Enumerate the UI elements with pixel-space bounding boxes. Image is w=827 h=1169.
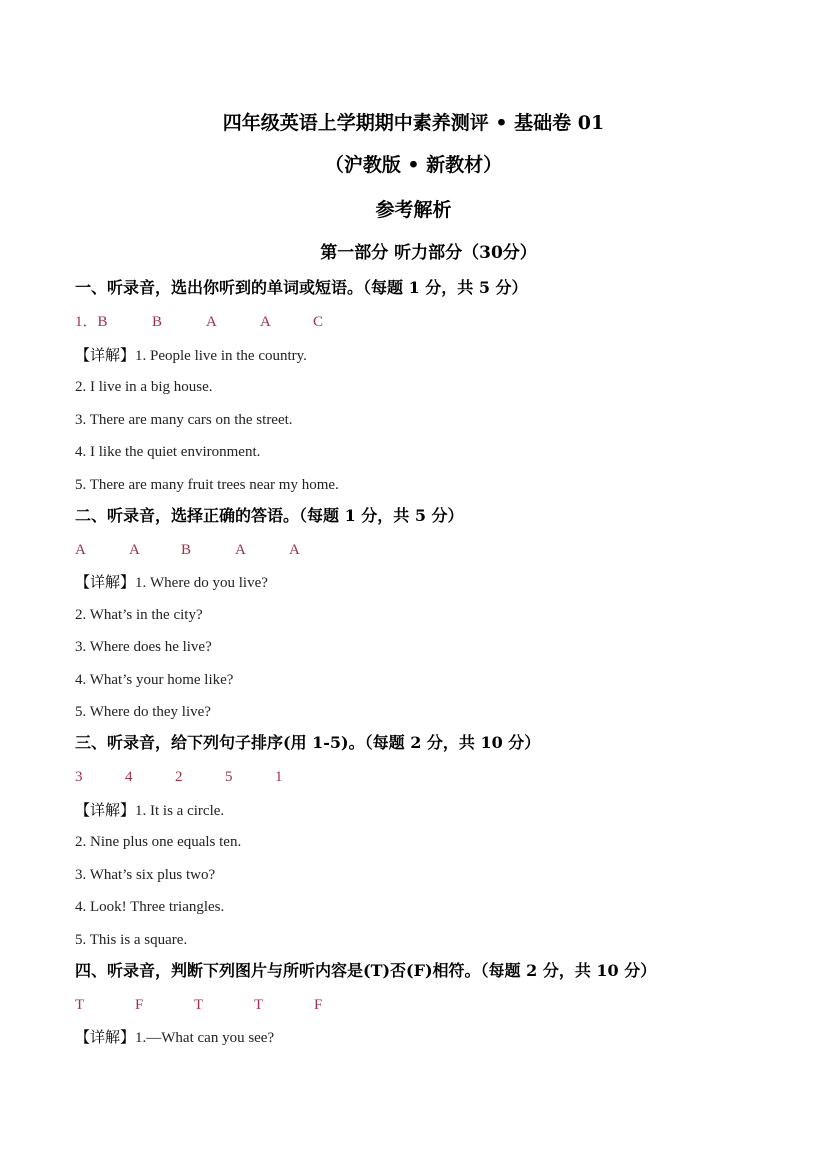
detail-line: 2. What’s in the city? xyxy=(75,607,203,623)
detail-tag: 【详解】 xyxy=(75,801,136,819)
detail-line: 2. Nine plus one equals ten. xyxy=(75,834,242,850)
section-3-heading: 三、听录音，给下列句子排序(用 1-5)。（每题 2 分，共 10 分） xyxy=(75,733,541,752)
part-one-heading: 第一部分 听力部分（30分） xyxy=(320,243,537,263)
answer: A xyxy=(235,542,246,558)
answer: T xyxy=(254,997,264,1013)
detail-tag: 【详解】 xyxy=(75,1028,136,1046)
detail-line: 5. This is a square. xyxy=(75,932,188,948)
detail-line xyxy=(75,800,224,821)
detail-line: 5. There are many fruit trees near my home. xyxy=(75,477,339,493)
detail-line xyxy=(75,345,307,366)
answer: 4 xyxy=(125,769,133,785)
answer: A xyxy=(75,542,86,558)
answer: C xyxy=(313,314,324,330)
answer: B xyxy=(152,314,163,330)
answer: B xyxy=(181,542,192,558)
detail-tag: 【详解】 xyxy=(75,573,136,591)
answer: A xyxy=(129,542,140,558)
document-title: 四年级英语上学期期中素养测评 • 基础卷 01 xyxy=(222,112,605,134)
section-1-heading: 一、听录音，选出你听到的单词或短语。（每题 1 分，共 5 分） xyxy=(75,278,528,297)
answer: 1．B xyxy=(75,314,108,330)
detail-line: 3. What’s six plus two? xyxy=(75,867,216,883)
detail-line xyxy=(75,1027,274,1048)
section-2-heading: 二、听录音，选择正确的答语。（每题 1 分，共 5 分） xyxy=(75,506,464,525)
detail-tag: 【详解】 xyxy=(75,346,136,364)
document-subtitle: （沪教版 • 新教材） xyxy=(324,154,503,176)
answer: A xyxy=(206,314,217,330)
answer: 5 xyxy=(225,769,233,785)
answer: T xyxy=(194,997,204,1013)
detail-text: 1.—What can you see? xyxy=(135,1030,275,1046)
reference-heading: 参考解析 xyxy=(375,199,452,221)
detail-text: 1. People live in the country. xyxy=(135,348,307,364)
detail-line: 4. Look! Three triangles. xyxy=(75,899,225,915)
detail-line: 2. I live in a big house. xyxy=(75,379,213,395)
answer: A xyxy=(260,314,271,330)
answer: F xyxy=(314,997,323,1013)
detail-text: 1. Where do you live? xyxy=(135,575,268,591)
detail-line: 3. There are many cars on the street. xyxy=(75,412,293,428)
detail-line: 5. Where do they live? xyxy=(75,704,211,720)
answer: A xyxy=(289,542,300,558)
detail-line: 3. Where does he live? xyxy=(75,639,212,655)
answer: F xyxy=(135,997,144,1013)
detail-line xyxy=(75,572,268,593)
answer: 3 xyxy=(75,769,83,785)
answer: 1 xyxy=(275,769,283,785)
section-4-heading: 四、听录音，判断下列图片与所听内容是(T)否(F)相符。（每题 2 分，共 10 分） xyxy=(75,961,657,980)
answer: T xyxy=(75,997,85,1013)
detail-line: 4. I like the quiet environment. xyxy=(75,444,261,460)
detail-text: 1. It is a circle. xyxy=(135,803,225,819)
detail-line: 4. What’s your home like? xyxy=(75,672,234,688)
answer: 2 xyxy=(175,769,183,785)
